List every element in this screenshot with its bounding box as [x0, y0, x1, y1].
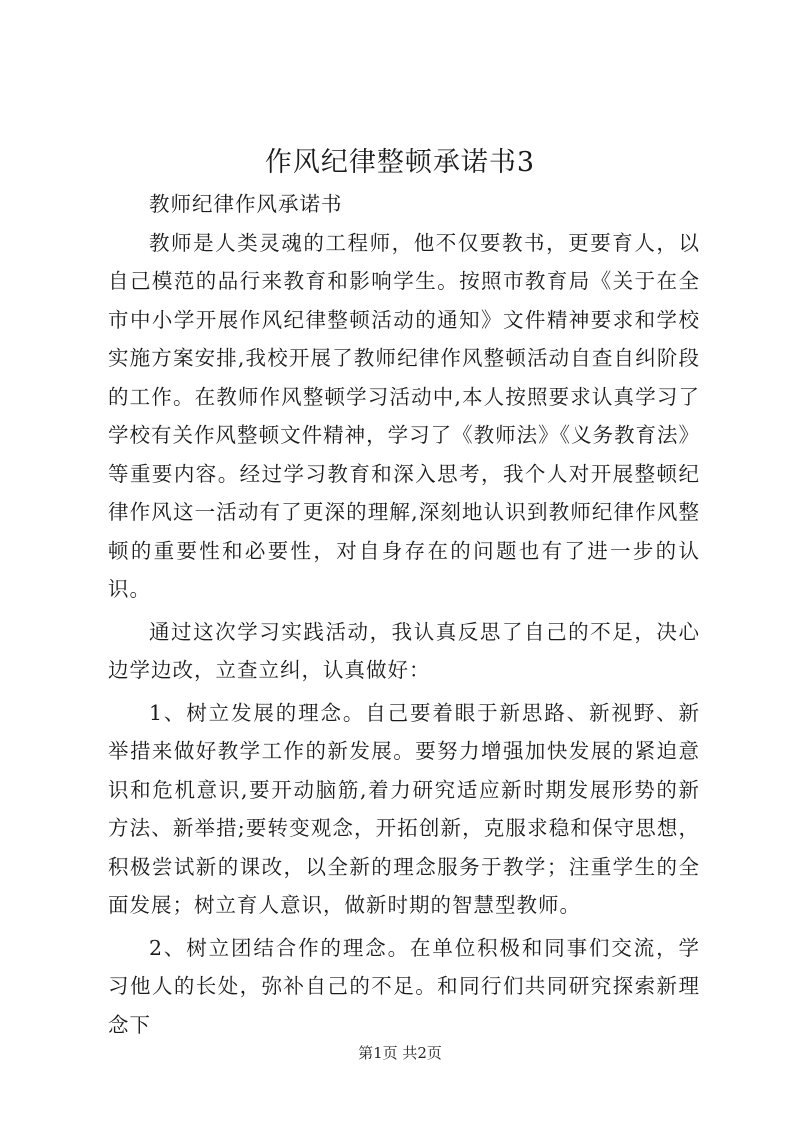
paragraph-item-2: 2、树立团结合作的理念。在单位积极和同事们交流，学习他人的长处，弥补自己的不足。和同行们共同研究探索新理念下 — [108, 935, 700, 1037]
document-body — [108, 185, 700, 1044]
page-footer: 第1页 共2页 — [358, 1044, 442, 1062]
paragraph-reflection: 通过这次学习实践活动，我认真反思了自己的不足，决心边学边改，立查立纠，认真做好： — [108, 619, 700, 682]
paragraph-intro: 教师是人类灵魂的工程师，他不仅要教书，更要育人，以自己模范的品行来教育和影响学生。按照市教育局《关于在全市中小学开展作风纪律整顿活动的通知》文件精神要求和学校实施方案安排,我校开展了教师纪律作风整顿活动自查自纠阶段的工作。在教师作风整顿学习活动中,本人按照要求认真学习了学校有关作风整顿文件精神，学习了《教师法》《义务教育法》等重要内容。经过学习教育和深入思考，我个人对开展整顿纪律作风这一活动有了更深的理解,深刻地认识到教师纪律作风整顿的重要性和必要性，对自身存在的问题也有了进一步的认识。 — [108, 230, 700, 601]
document-title: 作风纪律整顿承诺书3 — [264, 147, 536, 178]
paragraph-item-1: 1、树立发展的理念。自己要着眼于新思路、新视野、新举措来做好教学工作的新发展。要努力增强加快发展的紧迫意识和危机意识,要开动脑筋,着力研究适应新时期发展形势的新方法、新举措;要转变观念，开拓创新，克服求稳和保守思想，积极尝试新的课改，以全新的理念服务于教学；注重学生的全面发展；树立育人意识，做新时期的智慧型教师。 — [108, 700, 700, 917]
document-subtitle: 教师纪律作风承诺书 — [149, 192, 343, 216]
